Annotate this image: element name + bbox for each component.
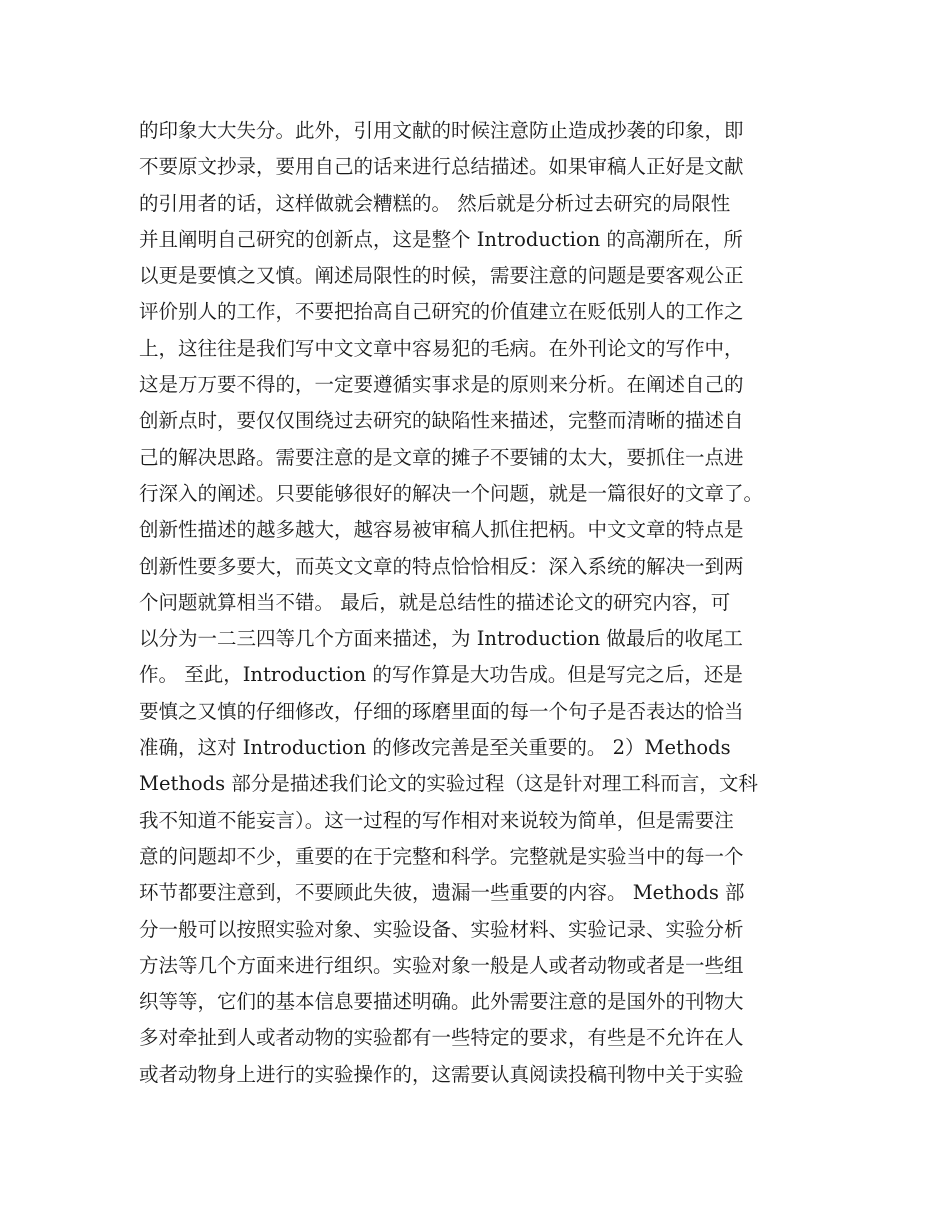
text-line: 的印象大大失分。此外，引用文献的时候注意防止造成抄袭的印象，即 (139, 119, 744, 142)
text-line: 作。 至此，Introduction 的写作算是大功告成。但是写完之后，还是 (139, 663, 743, 687)
text-line: 环节都要注意到，不要顾此失彼，遗漏一些重要的内容。 Methods 部 (139, 881, 745, 905)
text-line: 评价别人的工作，不要把抬高自己研究的价值建立在贬低别人的工作之 (139, 300, 744, 324)
text-line: 意的问题却不少，重要的在于完整和科学。完整就是实验当中的每一个 (139, 844, 744, 868)
text-line: 创新性描述的越多越大，越容易被审稿人抓住把柄。中文文章的特点是 (139, 518, 744, 542)
text-line: 创新点时，要仅仅围绕过去研究的缺陷性来描述，完整而清晰的描述自 (139, 409, 744, 433)
text-line: 不要原文抄录，要用自己的话来进行总结描述。如果审稿人正好是文献 (139, 155, 744, 179)
text-line: 要慎之又慎的仔细修改，仔细的琢磨里面的每一个句子是否表达的恰当 (139, 699, 744, 723)
text-line: 织等等，它们的基本信息要描述明确。此外需要注意的是国外的刊物大 (139, 990, 744, 1014)
text-line: 多对牵扯到人或者动物的实验都有一些特定的要求，有些是不允许在人 (139, 1026, 744, 1050)
body-text (139, 113, 829, 1093)
text-line: 上，这往往是我们写中文文章中容易犯的毛病。在外刊论文的写作中， (139, 336, 744, 360)
text-line: 己的解决思路。需要注意的是文章的摊子不要铺的太大，要抓住一点进 (139, 445, 744, 469)
text-line: 并且阐明自己研究的创新点，这是整个 Introduction 的高潮所在，所 (139, 227, 743, 251)
text-line: 或者动物身上进行的实验操作的，这需要认真阅读投稿刊物中关于实验 (139, 1062, 744, 1086)
text-line: 这是万万要不得的，一定要遵循实事求是的原则来分析。在阐述自己的 (139, 373, 744, 397)
text-line: 以更是要慎之又慎。阐述局限性的时候，需要注意的问题是要客观公正 (139, 264, 744, 288)
text-line: 创新性要多要大，而英文文章的特点恰恰相反：深入系统的解决一到两 (139, 554, 744, 578)
text-line: 的引用者的话，这样做就会糟糕的。 然后就是分析过去研究的局限性 (139, 191, 731, 215)
text-line: 以分为一二三四等几个方面来描述，为 Introduction 做最后的收尾工 (139, 627, 743, 651)
text-line: 我不知道不能妄言）。这一过程的写作相对来说较为简单，但是需要注 (139, 808, 734, 832)
text-line: 个问题就算相当不错。 最后，就是总结性的描述论文的研究内容，可 (139, 590, 731, 614)
text-line: 分一般可以按照实验对象、实验设备、实验材料、实验记录、实验分析 (139, 917, 744, 941)
text-line: 行深入的阐述。只要能够很好的解决一个问题，就是一篇很好的文章了。 (139, 481, 764, 505)
text-line: 方法等几个方面来进行组织。实验对象一般是人或者动物或者是一些组 (139, 953, 744, 977)
text-line: Methods 部分是描述我们论文的实验过程（这是针对理工科而言，文科 (139, 772, 758, 796)
text-line: 准确，这对 Introduction 的修改完善是至关重要的。 2）Methods (139, 736, 731, 760)
